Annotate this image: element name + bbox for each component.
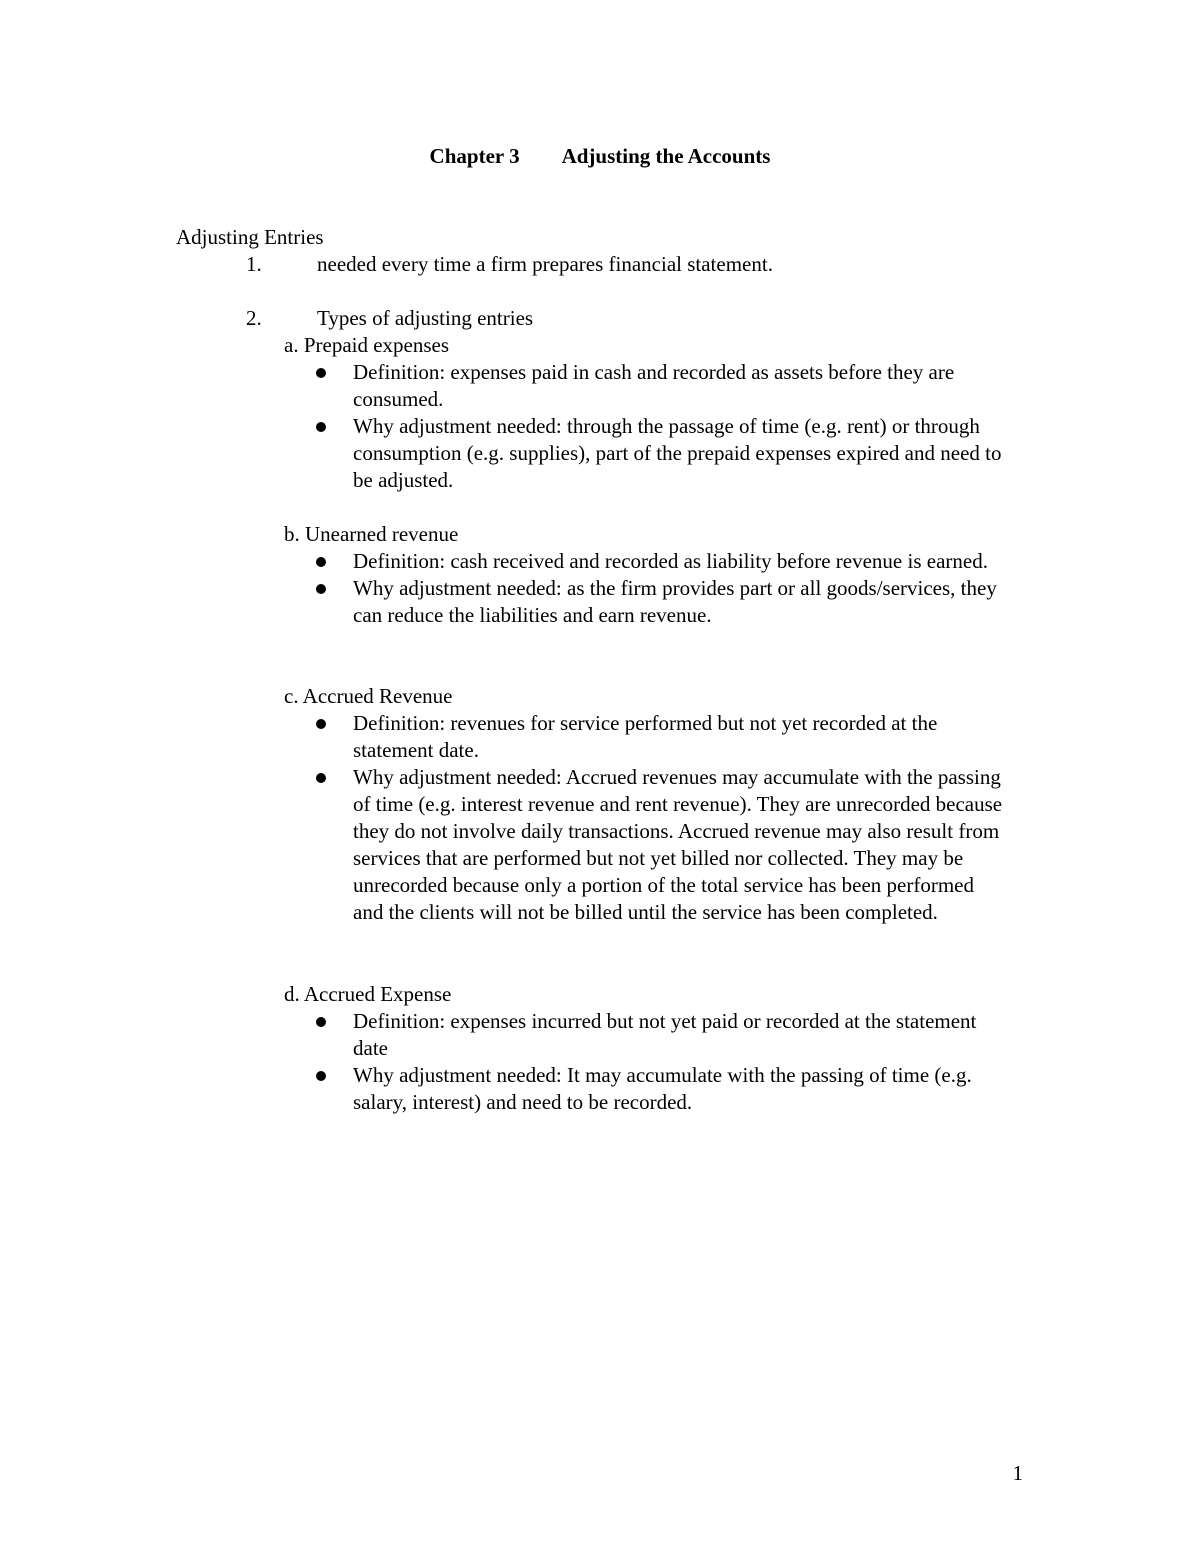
bullet-item bbox=[284, 1062, 1008, 1116]
bullet-item bbox=[284, 710, 1008, 764]
bullet-icon bbox=[316, 368, 326, 378]
page-number: 1 bbox=[1012, 1461, 1023, 1485]
bullet-item bbox=[284, 413, 1008, 494]
item-text: Types of adjusting entries bbox=[317, 306, 534, 330]
bullet-icon bbox=[316, 719, 326, 729]
bullet-item bbox=[284, 548, 1008, 575]
bullet-icon bbox=[316, 584, 326, 594]
item-text: needed every time a firm prepares financial statement. bbox=[317, 252, 773, 276]
type-accrued-expense bbox=[284, 981, 1024, 1116]
page-title bbox=[0, 143, 1200, 170]
bullet-icon bbox=[316, 1017, 326, 1027]
type-label: a. Prepaid expenses bbox=[284, 333, 450, 357]
bullet-item bbox=[284, 1008, 1008, 1062]
bullet-text: Why adjustment needed: as the firm provides part or all goods/services, they can reduce the liabilities and earn revenue. bbox=[353, 576, 997, 627]
bullet-item bbox=[284, 359, 1008, 413]
type-accrued-revenue bbox=[284, 683, 1024, 926]
bullet-item bbox=[284, 764, 1008, 926]
chapter-number: Chapter 3 bbox=[429, 144, 520, 168]
bullet-text: Definition: expenses paid in cash and recorded as assets before they are consumed. bbox=[353, 360, 955, 411]
type-label: d. Accrued Expense bbox=[284, 982, 452, 1006]
bullet-icon bbox=[316, 422, 326, 432]
bullet-list bbox=[284, 1008, 1024, 1116]
bullet-list bbox=[284, 548, 1024, 629]
bullet-list bbox=[284, 710, 1024, 926]
bullet-item bbox=[284, 575, 1008, 629]
bullet-text: Definition: cash received and recorded as liability before revenue is earned. bbox=[353, 549, 988, 573]
chapter-title: Adjusting the Accounts bbox=[561, 144, 771, 168]
type-prepaid-expenses bbox=[284, 332, 1024, 494]
bullet-text: Definition: expenses incurred but not yet paid or recorded at the statement date bbox=[353, 1009, 977, 1060]
type-label: c. Accrued Revenue bbox=[284, 684, 453, 708]
bullet-text: Why adjustment needed: through the passage of time (e.g. rent) or through consumption (e.g. supplies), part of the prepaid expenses expired and need to be adjusted. bbox=[353, 414, 1002, 492]
bullet-icon bbox=[316, 557, 326, 567]
bullet-text: Why adjustment needed: Accrued revenues may accumulate with the passing of time (e.g. interest revenue and rent revenue). They are unrecorded because they do not involve daily transactions. Accrued revenue may also result from services that are performed but not yet billed nor collected. They may be unrecorded because only a portion of the total service has been performed and the clients will not be billed until the service has been completed. bbox=[353, 765, 1003, 924]
bullet-icon bbox=[316, 1071, 326, 1081]
item-number: 2. bbox=[246, 306, 262, 330]
item-number: 1. bbox=[246, 252, 262, 276]
type-unearned-revenue bbox=[284, 521, 1024, 629]
type-label: b. Unearned revenue bbox=[284, 522, 459, 546]
bullet-text: Why adjustment needed: It may accumulate with the passing of time (e.g. salary, interest) and need to be recorded. bbox=[353, 1063, 972, 1114]
section-heading: Adjusting Entries bbox=[176, 225, 324, 249]
bullet-icon bbox=[316, 773, 326, 783]
bullet-list bbox=[284, 359, 1024, 494]
bullet-text: Definition: revenues for service performed but not yet recorded at the statement date. bbox=[353, 711, 938, 762]
